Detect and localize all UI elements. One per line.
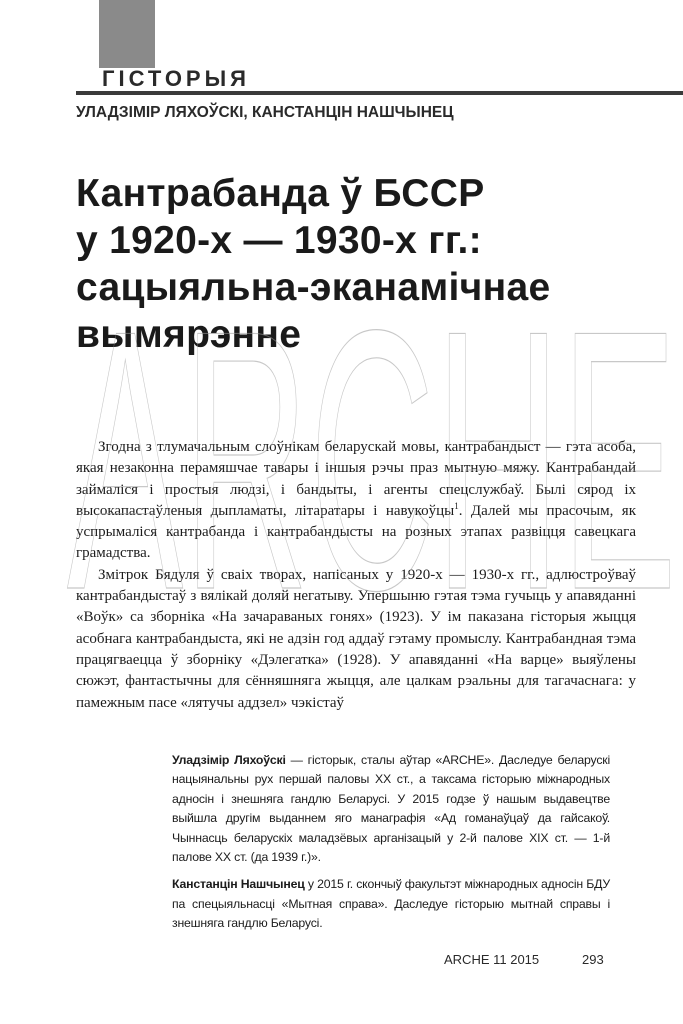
body-paragraph: [76, 565, 636, 714]
section-tab-marker: [99, 0, 155, 68]
bio-author-name: Канстанцін Нашчынец: [172, 877, 305, 892]
footnote-reference: 1: [454, 500, 459, 511]
title-line: сацыяльна-эканамічнае: [76, 266, 551, 309]
paragraph-text: Змітрок Бядуля ў сваіх творах, напісаных у 1920-х — 1930-х гг., адлюстроўваў кантрабандыстаў з вялікай доляй негатыву. Упершыню гэтая тэма гучыць у апавяданні «Воўк» са зборніка «На зачараваных гонях» (1923). У ім паказана гісторыя жыцця асобнага кантрабандыста, які не адзін год аддаў гэтаму промыслу. Кантрабандная тэма працягваецца ў зборніку «Дэлегатка» (1928). У апавяданні «На варце» выяўлены сюжэт, фантастычны для сённяшняга жыцця, але цалкам рэальны для тагачаснага: у памежным пасе «лятучы аддзел» чэкістаў: [76, 566, 636, 711]
article-title: [76, 170, 636, 358]
section-label: ГІСТОРЫЯ: [102, 66, 250, 91]
watermark-text: ARCHE: [67, 306, 677, 596]
bio-text: у 2015 г. скончыў факультэт міжнародных адносін БДУ па спецыяльнасці «Мытная справа». Даследуе гісторыю мытнай справы і знешняга гандлю Беларусі.: [172, 877, 610, 931]
footer-journal: ARCHE 11 2015: [444, 952, 540, 967]
title-line: вымярэнне: [76, 313, 302, 356]
header-rule: [76, 91, 683, 95]
bio-text: — гісторык, сталы аўтар «ARCHE». Даследуе беларускі нацыянальны рух першай паловы XX ст., а таксама гісторыю міжнародных адносін і знешняга гандлю Беларусі. У 2015 годзе ў нашым выдавецтве выйшла другім выданнем яго манаграфія «Ад гоманаўцаў да гайсакоў. Чыннасць беларускіх маладзёвых арганізацый у 2-й палове XIX ст. — 1-й палове XX ст. (да 1939 г.)».: [172, 753, 610, 865]
paragraph-text: Згодна з тлумачальным слоўнікам беларускай мовы, кантрабандыст — гэта асоба, якая незаконна перамяшчае тавары і іншыя рэчы праз мытную мяжу. Кантрабандай займаліся і простыя людзі, і бандыты, і агенты спецслужбаў. Былі сярод іх высокапастаўленыя дыпламаты, літаратары і навукоўцы: [76, 439, 636, 519]
title-line: у 1920-х — 1930-х гг.:: [76, 219, 482, 262]
article-body: [76, 437, 636, 714]
article-authors: УЛАДЗІМІР ЛЯХОЎСКІ, КАНСТАНЦІН НАШЧЫНЕЦ: [76, 104, 454, 121]
author-bio: [172, 875, 610, 933]
author-bio: [172, 751, 610, 867]
title-line: Кантрабанда ў БССР: [76, 172, 485, 215]
author-bios: [172, 751, 610, 942]
bio-author-name: Уладзімір Ляхоўскі: [172, 753, 286, 767]
paragraph-text: . Далей мы прасочым, як успрымаліся кантрабанда і кантрабандысты на розных этапах развіцця савецкага грамадства.: [76, 502, 636, 562]
page-number: 293: [582, 952, 604, 967]
body-paragraph: [76, 437, 636, 565]
